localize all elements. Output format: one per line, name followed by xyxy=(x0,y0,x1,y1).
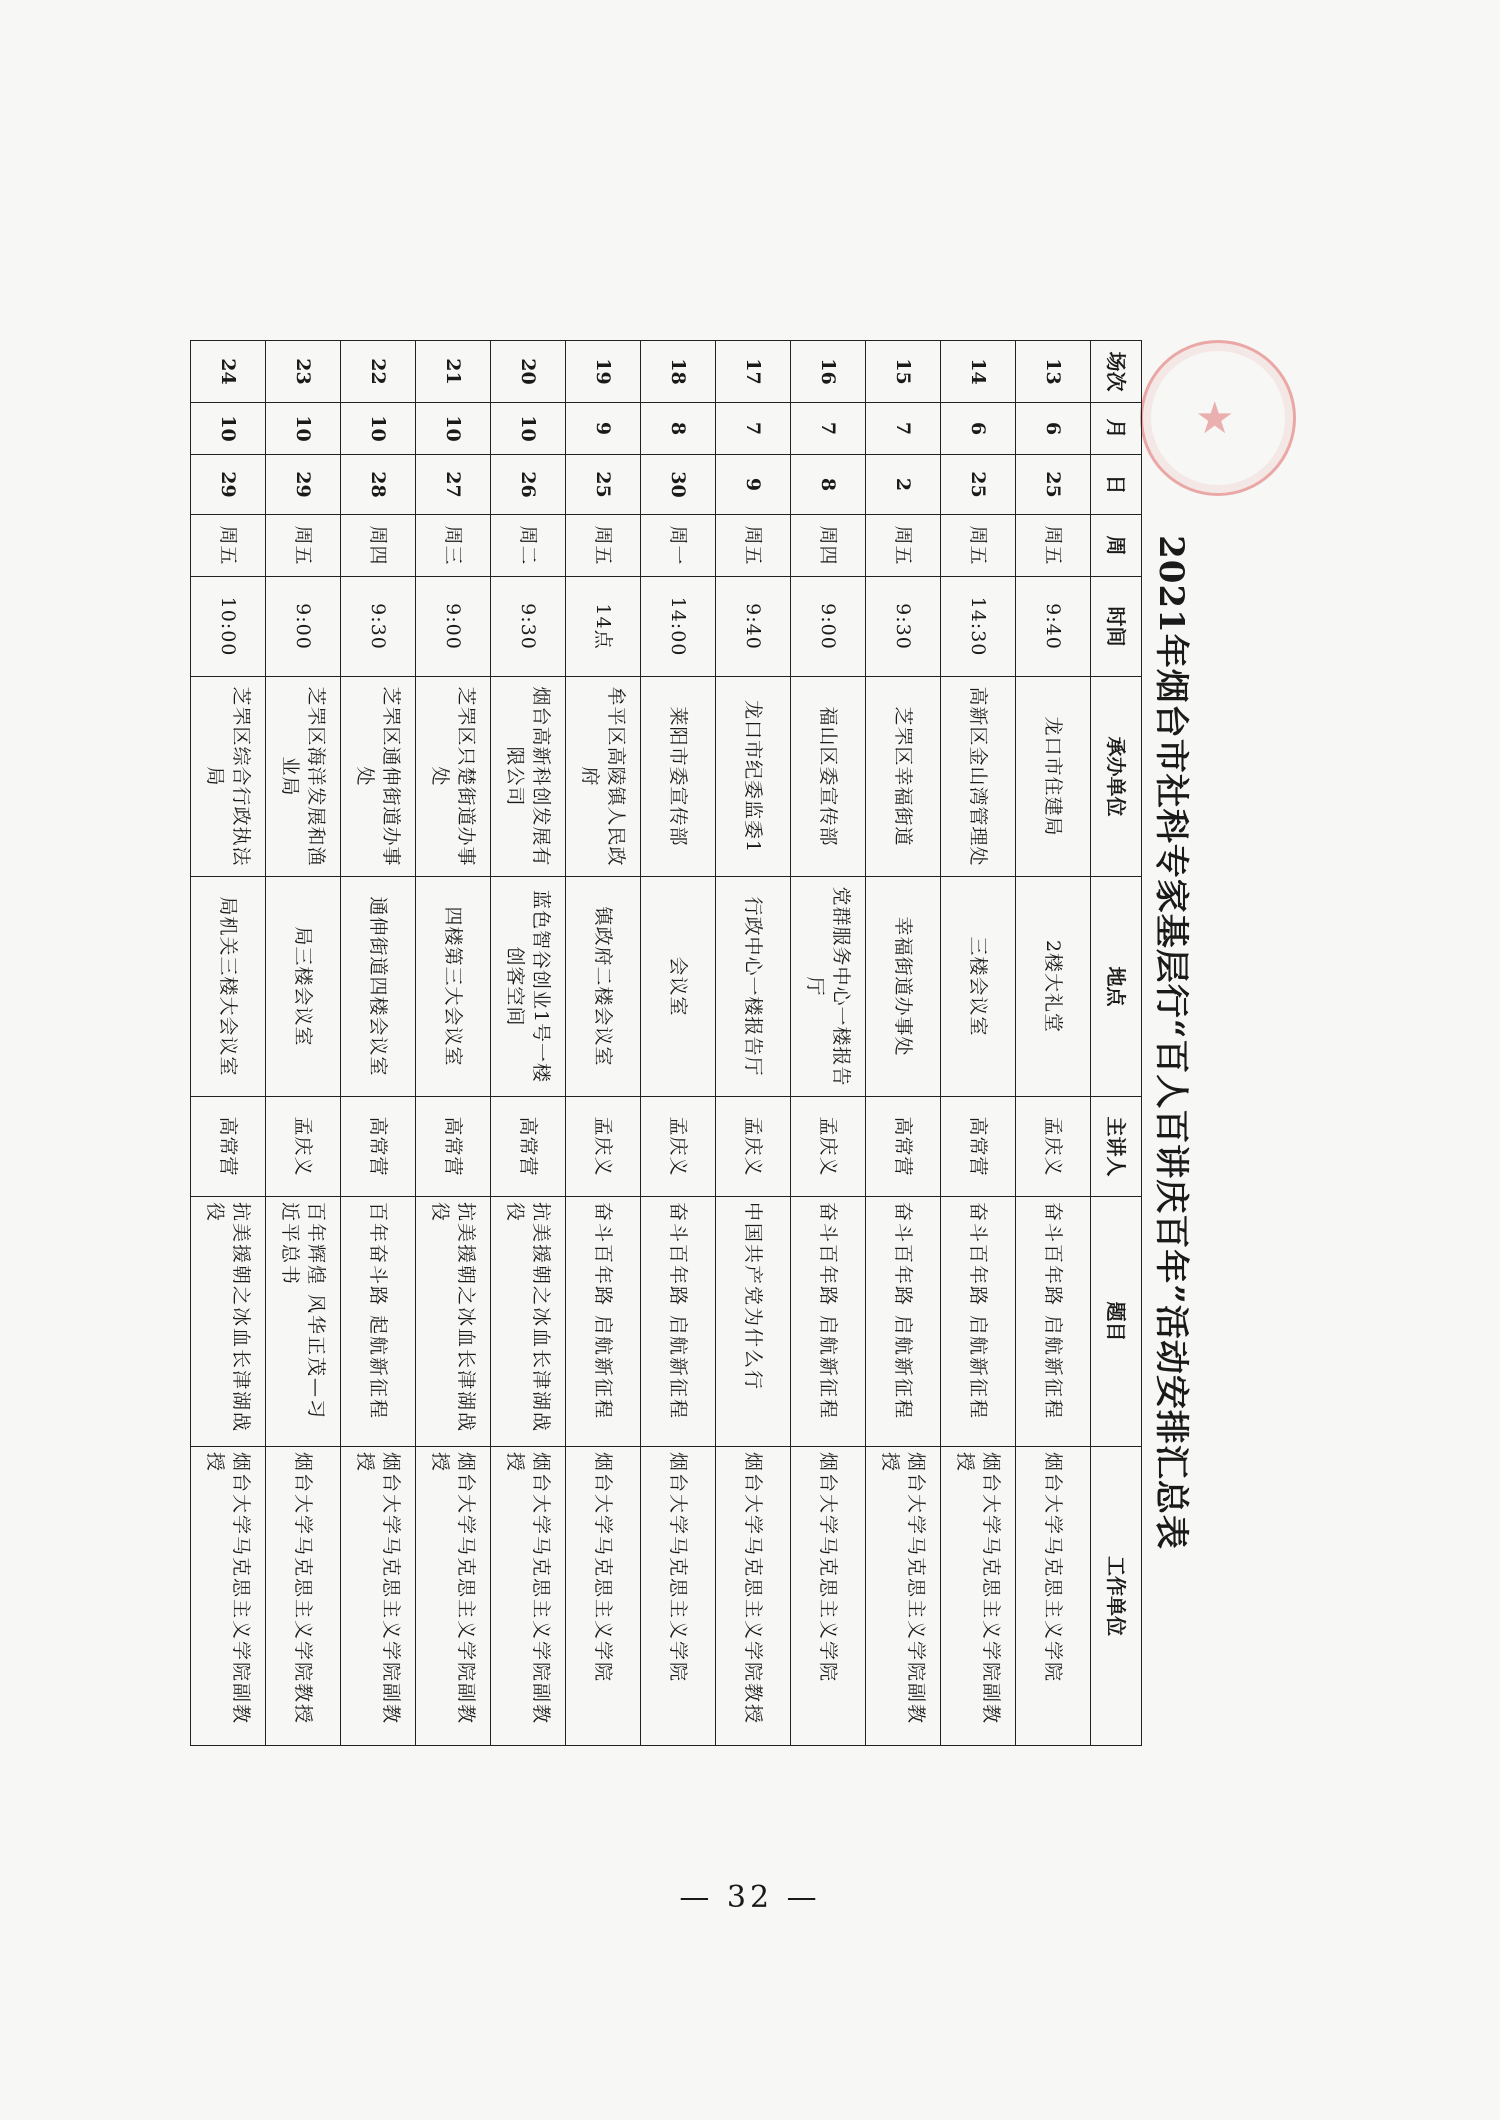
cell-host: 牟平区高陵镇人民政府 xyxy=(566,677,641,877)
cell-workplace: 烟台大学马克思主义学院教授 xyxy=(716,1447,791,1746)
cell-session: 24 xyxy=(191,341,266,403)
cell-host: 芝罘区只楚街道办事处 xyxy=(416,677,491,877)
header-host: 承办单位 xyxy=(1091,677,1142,877)
cell-location: 蓝色智谷创业1号一楼创客空间 xyxy=(491,877,566,1097)
cell-time: 9:00 xyxy=(791,577,866,677)
schedule-table xyxy=(190,340,1142,1746)
cell-time: 9:30 xyxy=(491,577,566,677)
cell-weekday: 周五 xyxy=(191,515,266,577)
rotated-table-page xyxy=(204,340,1200,1745)
cell-day: 25 xyxy=(1016,455,1091,515)
header-time: 时间 xyxy=(1091,577,1142,677)
cell-host: 芝罘区幸福街道 xyxy=(866,677,941,877)
cell-session: 22 xyxy=(341,341,416,403)
cell-session: 17 xyxy=(716,341,791,403)
cell-host: 芝罘区通伸街道办事处 xyxy=(341,677,416,877)
table-row xyxy=(716,341,791,1746)
cell-month: 6 xyxy=(1016,403,1091,455)
cell-day: 27 xyxy=(416,455,491,515)
cell-time: 9:40 xyxy=(716,577,791,677)
cell-session: 19 xyxy=(566,341,641,403)
cell-month: 10 xyxy=(416,403,491,455)
cell-workplace: 烟台大学马克思主义学院副教授 xyxy=(416,1447,491,1746)
cell-day: 26 xyxy=(491,455,566,515)
cell-speaker: 孟庆义 xyxy=(791,1097,866,1197)
cell-workplace: 烟台大学马克思主义学院副教授 xyxy=(491,1447,566,1746)
cell-speaker: 高常营 xyxy=(341,1097,416,1197)
cell-workplace: 烟台大学马克思主义学院教授 xyxy=(266,1447,341,1746)
cell-month: 10 xyxy=(341,403,416,455)
cell-speaker: 高常营 xyxy=(941,1097,1016,1197)
cell-session: 13 xyxy=(1016,341,1091,403)
cell-workplace: 烟台大学马克思主义学院 xyxy=(791,1447,866,1746)
cell-month: 8 xyxy=(641,403,716,455)
cell-workplace: 烟台大学马克思主义学院副教授 xyxy=(941,1447,1016,1746)
cell-host: 莱阳市委宣传部 xyxy=(641,677,716,877)
cell-topic: 奋斗百年路 启航新征程 xyxy=(791,1197,866,1447)
cell-weekday: 周五 xyxy=(266,515,341,577)
cell-host: 芝罘区综合行政执法局 xyxy=(191,677,266,877)
header-topic: 题目 xyxy=(1091,1197,1142,1447)
cell-weekday: 周五 xyxy=(1016,515,1091,577)
page-number: — 32 — xyxy=(679,1880,821,1915)
cell-location: 党群服务中心一楼报告厅 xyxy=(791,877,866,1097)
cell-day: 9 xyxy=(716,455,791,515)
cell-host: 龙口市纪委监委1 xyxy=(716,677,791,877)
cell-session: 15 xyxy=(866,341,941,403)
header-location: 地点 xyxy=(1091,877,1142,1097)
cell-location: 2楼大礼堂 xyxy=(1016,877,1091,1097)
cell-session: 20 xyxy=(491,341,566,403)
cell-time: 14:30 xyxy=(941,577,1016,677)
cell-month: 6 xyxy=(941,403,1016,455)
cell-day: 30 xyxy=(641,455,716,515)
cell-workplace: 烟台大学马克思主义学院副教授 xyxy=(866,1447,941,1746)
cell-month: 7 xyxy=(866,403,941,455)
cell-speaker: 孟庆义 xyxy=(266,1097,341,1197)
cell-host: 芝罘区海洋发展和渔业局 xyxy=(266,677,341,877)
cell-time: 9:00 xyxy=(266,577,341,677)
cell-session: 16 xyxy=(791,341,866,403)
cell-month: 10 xyxy=(191,403,266,455)
cell-location: 镇政府二楼会议室 xyxy=(566,877,641,1097)
cell-host: 烟台高新科创发展有限公司 xyxy=(491,677,566,877)
table-row xyxy=(191,341,266,1746)
cell-month: 10 xyxy=(491,403,566,455)
cell-topic: 中国共产党为什么行 xyxy=(716,1197,791,1447)
cell-location: 四楼第三大会议室 xyxy=(416,877,491,1097)
table-row xyxy=(266,341,341,1746)
table-row xyxy=(1016,341,1091,1746)
cell-weekday: 周一 xyxy=(641,515,716,577)
cell-location: 局机关三楼大会议室 xyxy=(191,877,266,1097)
cell-weekday: 周三 xyxy=(416,515,491,577)
table-row xyxy=(341,341,416,1746)
cell-location: 通伸街道四楼会议室 xyxy=(341,877,416,1097)
table-header-row xyxy=(1091,341,1142,1746)
cell-day: 28 xyxy=(341,455,416,515)
cell-workplace: 烟台大学马克思主义学院 xyxy=(566,1447,641,1746)
cell-month: 7 xyxy=(791,403,866,455)
table-row xyxy=(566,341,641,1746)
header-speaker: 主讲人 xyxy=(1091,1097,1142,1197)
cell-speaker: 孟庆义 xyxy=(566,1097,641,1197)
cell-topic: 奋斗百年路 启航新征程 xyxy=(866,1197,941,1447)
cell-day: 8 xyxy=(791,455,866,515)
cell-session: 23 xyxy=(266,341,341,403)
table-body xyxy=(191,341,1091,1746)
cell-workplace: 烟台大学马克思主义学院 xyxy=(641,1447,716,1746)
table-row xyxy=(866,341,941,1746)
cell-time: 9:30 xyxy=(341,577,416,677)
cell-host: 龙口市住建局 xyxy=(1016,677,1091,877)
cell-speaker: 高常营 xyxy=(866,1097,941,1197)
cell-topic: 百年奋斗路 起航新征程 xyxy=(341,1197,416,1447)
cell-session: 21 xyxy=(416,341,491,403)
cell-location: 局三楼会议室 xyxy=(266,877,341,1097)
cell-workplace: 烟台大学马克思主义学院副教授 xyxy=(191,1447,266,1746)
cell-topic: 奋斗百年路 启航新征程 xyxy=(1016,1197,1091,1447)
cell-day: 25 xyxy=(566,455,641,515)
cell-day: 2 xyxy=(866,455,941,515)
cell-weekday: 周五 xyxy=(866,515,941,577)
cell-time: 9:00 xyxy=(416,577,491,677)
cell-topic: 抗美援朝之冰血长津湖战役 xyxy=(416,1197,491,1447)
table-row xyxy=(791,341,866,1746)
cell-speaker: 孟庆义 xyxy=(1016,1097,1091,1197)
cell-workplace: 烟台大学马克思主义学院 xyxy=(1016,1447,1091,1746)
table-row xyxy=(941,341,1016,1746)
cell-topic: 奋斗百年路 启航新征程 xyxy=(641,1197,716,1447)
cell-speaker: 孟庆义 xyxy=(641,1097,716,1197)
cell-time: 10:00 xyxy=(191,577,266,677)
header-day: 日 xyxy=(1091,455,1142,515)
header-workplace: 工作单位 xyxy=(1091,1447,1142,1746)
cell-month: 10 xyxy=(266,403,341,455)
cell-topic: 奋斗百年路 启航新征程 xyxy=(566,1197,641,1447)
cell-weekday: 周五 xyxy=(941,515,1016,577)
cell-day: 29 xyxy=(191,455,266,515)
cell-weekday: 周四 xyxy=(341,515,416,577)
cell-speaker: 高常营 xyxy=(491,1097,566,1197)
cell-time: 9:40 xyxy=(1016,577,1091,677)
cell-topic: 抗美援朝之冰血长津湖战役 xyxy=(491,1197,566,1447)
cell-month: 7 xyxy=(716,403,791,455)
cell-topic: 奋斗百年路 启航新征程 xyxy=(941,1197,1016,1447)
seal-star-icon: ★ xyxy=(1195,393,1235,444)
cell-weekday: 周二 xyxy=(491,515,566,577)
cell-host: 高新区金山湾管理处 xyxy=(941,677,1016,877)
cell-speaker: 孟庆义 xyxy=(716,1097,791,1197)
cell-topic: 百年辉煌 风华正茂—习近平总书 xyxy=(266,1197,341,1447)
cell-weekday: 周五 xyxy=(566,515,641,577)
table-row xyxy=(416,341,491,1746)
cell-time: 14:00 xyxy=(641,577,716,677)
cell-month: 9 xyxy=(566,403,641,455)
cell-location: 行政中心一楼报告厅 xyxy=(716,877,791,1097)
cell-topic: 抗美援朝之冰血长津湖战役 xyxy=(191,1197,266,1447)
cell-speaker: 高常营 xyxy=(416,1097,491,1197)
table-row xyxy=(491,341,566,1746)
page-title: 2021年烟台市社科专家基层行“百人百讲庆百年”活动安排汇总表 xyxy=(1151,535,1191,1550)
cell-speaker: 高常营 xyxy=(191,1097,266,1197)
cell-location: 三楼会议室 xyxy=(941,877,1016,1097)
cell-day: 25 xyxy=(941,455,1016,515)
cell-day: 29 xyxy=(266,455,341,515)
cell-location: 会议室 xyxy=(641,877,716,1097)
cell-workplace: 烟台大学马克思主义学院副教授 xyxy=(341,1447,416,1746)
cell-weekday: 周四 xyxy=(791,515,866,577)
header-month: 月 xyxy=(1091,403,1142,455)
cell-weekday: 周五 xyxy=(716,515,791,577)
cell-host: 福山区委宣传部 xyxy=(791,677,866,877)
cell-time: 9:30 xyxy=(866,577,941,677)
cell-location: 幸福街道办事处 xyxy=(866,877,941,1097)
cell-time: 14点 xyxy=(566,577,641,677)
header-weekday: 周 xyxy=(1091,515,1142,577)
cell-session: 18 xyxy=(641,341,716,403)
header-session: 场次 xyxy=(1091,341,1142,403)
cell-session: 14 xyxy=(941,341,1016,403)
table-row xyxy=(641,341,716,1746)
